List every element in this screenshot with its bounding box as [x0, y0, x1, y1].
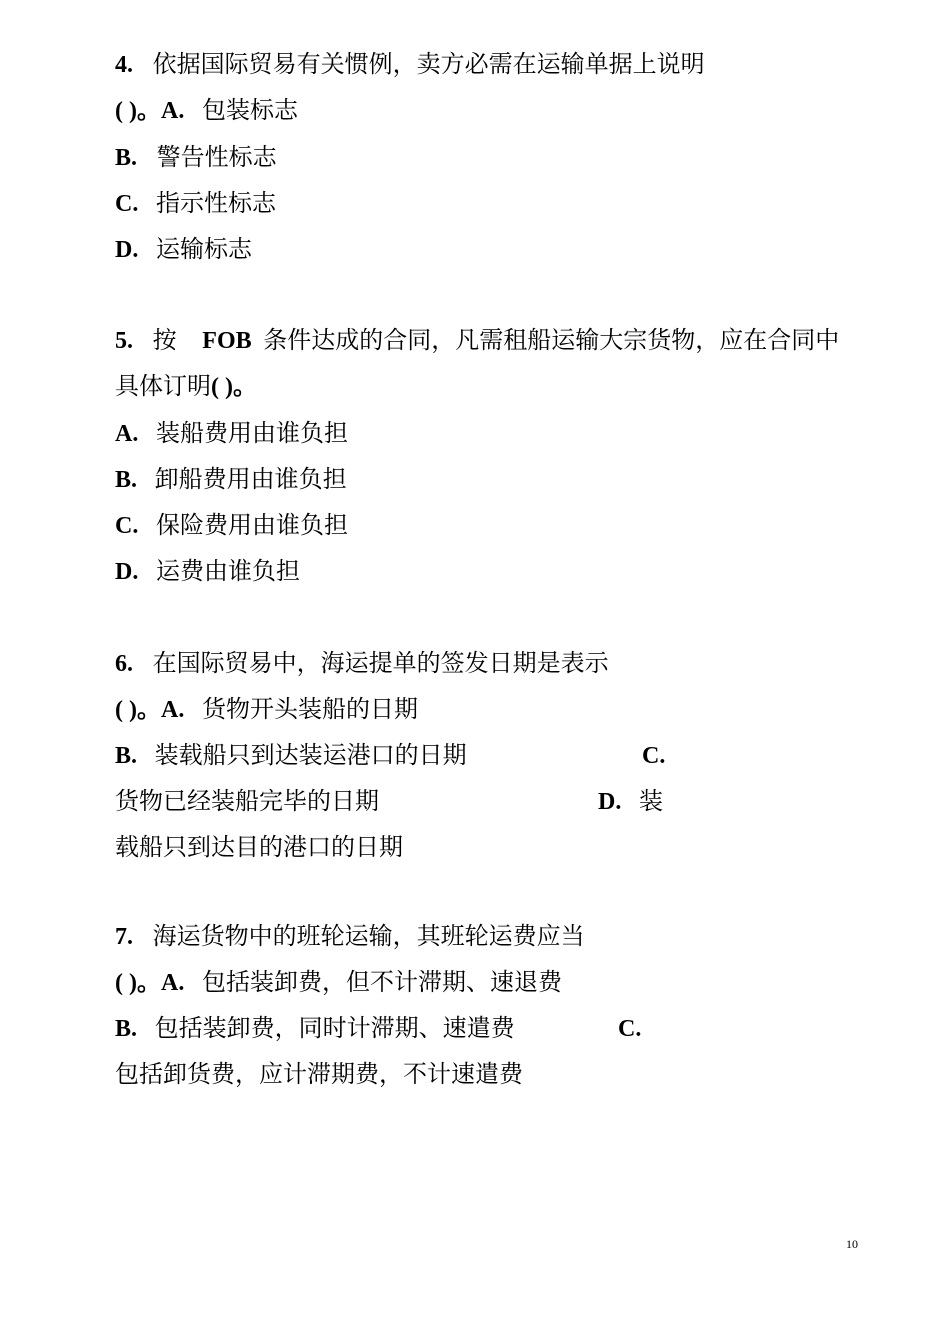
question-4-option-c [115, 187, 276, 220]
question-7-c-label-line [618, 1012, 641, 1045]
question-5-d-label: D. [115, 559, 139, 585]
question-5-a-label: A. [115, 421, 139, 447]
question-7-text: 海运货物中的班轮运输，其班轮运费应当 [152, 922, 585, 950]
question-5-stem-line2 [115, 370, 257, 403]
question-5-text: 条件达成的合同，凡需租船运输大宗货物，应在合同中 [263, 326, 840, 354]
question-4-text: 依据国际贸易有关惯例，卖方必需在运输单据上说明 [152, 50, 705, 78]
question-6-number: 6. [115, 651, 133, 677]
question-6-text: 在国际贸易中，海运提单的签发日期是表示 [152, 649, 609, 677]
question-5-c-text: 保险费用由谁负担 [155, 511, 348, 539]
question-6-b-text: 装载船只到达装运港口的日期 [154, 741, 467, 769]
question-5-stem [115, 324, 839, 357]
question-7-option-b [115, 1012, 515, 1045]
question-6-d-text-part1: 装 [638, 787, 663, 815]
question-6-option-c [115, 785, 379, 817]
question-7-b-text: 包括装卸费，同时计滞期、速遣费 [154, 1014, 515, 1042]
question-7-option-a [115, 966, 562, 999]
question-4-paren: ( )。 [115, 98, 161, 124]
question-4-option-b [115, 141, 277, 174]
question-4-a-text: 包装标志 [201, 96, 298, 124]
question-4-c-label: C. [115, 191, 139, 217]
question-5-d-text: 运费由谁负担 [155, 557, 300, 585]
question-6-c-label: C. [642, 743, 666, 769]
question-6-b-label: B. [115, 743, 138, 769]
question-6-stem [115, 647, 609, 680]
question-6-a-text: 货物开头装船的日期 [201, 695, 418, 723]
question-4-d-text: 运输标志 [155, 235, 252, 263]
question-7-stem [115, 920, 585, 953]
question-5-option-a [115, 417, 348, 450]
question-4-option-a [115, 94, 298, 127]
question-6-c-label-line [642, 739, 665, 772]
question-4-option-d [115, 233, 252, 266]
page-number: 10 [846, 1237, 858, 1251]
question-7-option-c [115, 1058, 523, 1090]
question-4-number: 4. [115, 52, 133, 78]
question-7-paren: ( )。 [115, 970, 161, 996]
question-7-b-label: B. [115, 1016, 138, 1042]
question-4-stem [115, 48, 705, 81]
question-5-option-c [115, 509, 348, 542]
question-4-a-label: A. [160, 98, 185, 124]
question-6-option-b [115, 739, 467, 772]
question-6-c-text: 货物已经装船完毕的日期 [115, 787, 379, 815]
question-6-paren: ( )。 [115, 697, 161, 723]
question-5-option-d [115, 555, 300, 588]
question-5-number: 5. [115, 328, 133, 354]
question-4-d-label: D. [115, 237, 139, 263]
question-5-b-text: 卸船费用由谁负担 [154, 465, 347, 493]
question-7-a-label: A. [160, 970, 185, 996]
question-6-d-text-part2: 载船只到达目的港口的日期 [115, 833, 403, 861]
question-6-d-label: D. [598, 789, 622, 815]
question-5-option-b [115, 463, 347, 496]
question-5-fob: FOB [202, 328, 252, 354]
question-4-b-text: 警告性标志 [156, 143, 277, 171]
question-7-a-text: 包括装卸费，但不计滞期、速退费 [201, 968, 562, 996]
question-6-a-label: A. [160, 697, 185, 723]
question-5-c-label: C. [115, 513, 139, 539]
question-5-a-text: 装船费用由谁负担 [155, 419, 348, 447]
question-5-word: 按 [152, 326, 177, 354]
question-5-paren: ( )。 [211, 374, 257, 400]
question-4-c-text: 指示性标志 [155, 189, 276, 217]
question-6-option-a [115, 693, 418, 726]
question-4-b-label: B. [115, 145, 138, 171]
question-5-b-label: B. [115, 467, 138, 493]
question-7-c-text: 包括卸货费，应计滞期费，不计速遣费 [115, 1060, 523, 1088]
question-7-number: 7. [115, 924, 133, 950]
question-6-option-d [598, 785, 663, 818]
question-7-c-label: C. [618, 1016, 642, 1042]
question-5-text-line2: 具体订明 [115, 372, 211, 400]
question-6-option-d-cont [115, 831, 403, 863]
